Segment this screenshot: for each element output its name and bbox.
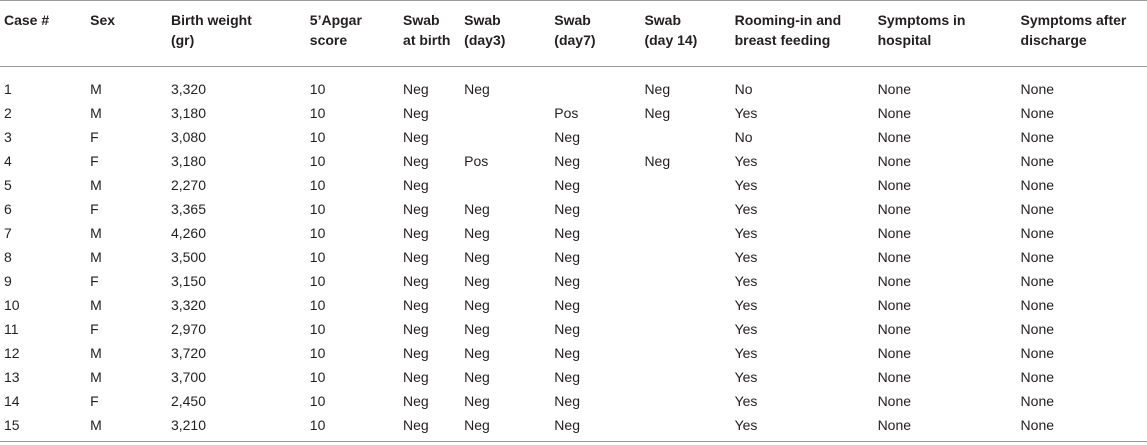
table-row [0,125,1147,149]
cell-apgar-score: 10 [309,297,326,313]
cell-symptoms-hospital: None [877,249,912,265]
cell-swab-at-birth: Neg [403,273,429,289]
cell-swab-day14 [644,173,734,197]
cell-birth-weight: 3,500 [170,249,206,265]
table-row [0,245,1147,269]
cell-case-number: 2 [4,105,12,121]
cell-sex: M [90,177,102,193]
cell-case-number: 10 [4,297,20,313]
cell-swab-day7: Neg [554,273,580,289]
cell-swab-day14 [644,293,734,317]
cell-symptoms-hospital: None [878,413,1021,442]
cell-symptoms-discharge: None [1020,369,1055,385]
cell-swab-day7: Neg [554,225,580,241]
table-row [0,269,1147,293]
cell-symptoms-hospital: None [877,273,912,289]
column-header-birth-weight [171,1,310,67]
cell-sex: M [90,81,102,97]
cell-swab-at-birth: Neg [403,153,429,169]
table-row [0,317,1147,341]
cell-swab-day7: Neg [554,321,580,337]
cell-rooming-in: Yes [734,105,758,121]
cell-birth-weight: 3,080 [170,129,206,145]
cell-rooming-in: No [734,129,753,145]
table-body [0,67,1147,442]
cell-symptoms-hospital: None [877,225,912,241]
column-header-swab-day3 [464,1,554,67]
cell-case-number: 7 [4,225,12,241]
cell-rooming-in: Yes [734,393,758,409]
column-header-rooming-in [735,1,878,67]
cell-rooming-in: Yes [734,201,758,217]
column-header-line: Swab [554,12,591,28]
cell-rooming-in: Yes [734,249,758,265]
cell-swab-day7: Pos [554,105,579,121]
cell-swab-day3: Neg [464,393,490,409]
cell-swab-at-birth: Neg [403,129,429,145]
cell-symptoms-hospital: None [877,81,912,97]
cell-swab-at-birth: Neg [403,177,429,193]
cell-swab-at-birth: Neg [403,225,429,241]
cell-symptoms-discharge: None [1020,129,1055,145]
cell-sex: M [90,369,102,385]
cell-birth-weight: 3,180 [170,105,206,121]
cell-apgar-score: 10 [309,345,326,361]
cell-swab-day14: Neg [644,105,671,121]
cell-swab-day7: Neg [554,413,644,442]
column-header-line: (day7) [554,32,596,48]
cell-birth-weight: 2,270 [170,177,206,193]
cell-swab-day3: Neg [464,225,490,241]
cell-symptoms-hospital: None [877,201,912,217]
column-header-line: at birth [403,32,451,48]
cell-rooming-in: Yes [734,297,758,313]
table-header [0,1,1147,67]
cell-case-number: 1 [4,81,12,97]
cell-swab-day3: Neg [464,201,490,217]
column-header-line: Birth weight [170,12,252,28]
table-row [0,67,1147,102]
table-row [0,221,1147,245]
table-row [0,293,1147,317]
cell-rooming-in: Yes [734,153,758,169]
column-header-line: Symptoms after [1020,12,1127,28]
cell-sex: M [90,105,102,121]
cell-rooming-in: No [734,81,753,97]
cell-swab-at-birth: Neg [403,249,429,265]
cell-apgar-score: 10 [309,177,326,193]
cell-birth-weight: 3,700 [170,369,206,385]
cell-rooming-in: Yes [734,273,758,289]
cell-swab-day3 [464,173,554,197]
column-header-line: breast feeding [734,32,831,48]
cell-case-number: 6 [4,201,12,217]
cell-apgar-score: 10 [309,81,326,97]
column-header-line: (gr) [170,32,195,48]
cell-symptoms-hospital: None [877,129,912,145]
cell-swab-day7: Neg [554,345,580,361]
column-header-symptoms-discharge [1021,1,1147,67]
cell-swab-day7: Neg [554,153,580,169]
cell-sex: F [90,153,99,169]
cell-swab-at-birth: Neg [403,201,429,217]
cell-sex: M [90,345,102,361]
cell-swab-at-birth: Neg [403,369,429,385]
cell-swab-day14 [644,197,734,221]
cell-swab-day14 [644,245,734,269]
column-header-line: (day3) [464,32,506,48]
cell-case-number: 15 [0,413,90,442]
cell-sex: M [90,249,102,265]
cell-apgar-score: 10 [310,413,403,442]
cell-rooming-in: Yes [734,225,758,241]
cell-symptoms-hospital: None [877,321,912,337]
cell-swab-at-birth: Neg [403,345,429,361]
cell-swab-day14: Neg [644,153,671,169]
cell-rooming-in: Yes [734,321,758,337]
table-row [0,149,1147,173]
cell-swab-day7: Neg [554,249,580,265]
cell-symptoms-discharge: None [1020,201,1055,217]
cell-case-number: 4 [4,153,12,169]
column-header-line: Rooming-in and [734,12,842,28]
cell-apgar-score: 10 [309,201,326,217]
column-header-symptoms-hospital [878,1,1021,67]
cell-swab-day3: Neg [464,273,490,289]
column-header-line: Swab [464,12,501,28]
column-header-line [90,30,171,50]
cell-birth-weight: 2,970 [170,321,206,337]
table-row [0,173,1147,197]
cell-case-number: 13 [4,369,20,385]
cell-swab-day7: Neg [554,177,580,193]
cell-swab-at-birth: Neg [403,297,429,313]
cell-symptoms-discharge: None [1020,297,1055,313]
cell-symptoms-discharge: None [1021,413,1147,442]
cell-symptoms-hospital: None [877,153,912,169]
cell-case-number: 14 [4,393,20,409]
cell-case-number: 5 [4,177,12,193]
cell-swab-day14 [644,389,734,413]
cell-apgar-score: 10 [309,393,326,409]
header-row [0,1,1147,67]
column-header-line: Swab [403,12,440,28]
column-header-swab-day14 [644,1,734,67]
column-header-case-number [0,1,90,67]
cell-birth-weight: 2,450 [170,393,206,409]
cell-birth-weight: 3,180 [170,153,206,169]
cell-swab-at-birth: Neg [403,413,464,442]
cell-birth-weight: 3,720 [170,345,206,361]
cell-swab-at-birth: Neg [403,105,429,121]
cell-apgar-score: 10 [309,129,326,145]
cell-apgar-score: 10 [309,321,326,337]
cell-birth-weight: 3,150 [170,273,206,289]
cell-symptoms-discharge: None [1020,153,1055,169]
cell-symptoms-discharge: None [1020,105,1055,121]
column-header-line: hospital [877,32,932,48]
cell-case-number: 12 [4,345,20,361]
cell-swab-day14 [644,269,734,293]
table-row [0,341,1147,365]
cell-swab-day3: Neg [464,81,490,97]
cell-birth-weight: 3,365 [170,201,206,217]
cell-swab-day14: Neg [644,81,671,97]
table-row [0,101,1147,125]
column-header-line: Symptoms in [877,12,966,28]
cell-apgar-score: 10 [309,153,326,169]
cell-symptoms-discharge: None [1020,249,1055,265]
column-header-line: Case # [4,12,50,28]
table-row [0,389,1147,413]
cell-swab-at-birth: Neg [403,321,429,337]
cell-swab-day3 [464,125,554,149]
cell-symptoms-discharge: None [1020,177,1055,193]
column-header-line: Sex [90,12,116,28]
cell-symptoms-hospital: None [877,369,912,385]
cell-sex: M [90,413,171,442]
cell-symptoms-hospital: None [877,177,912,193]
cell-swab-day7: Neg [554,393,580,409]
table-row [0,197,1147,221]
cell-case-number: 8 [4,249,12,265]
cell-symptoms-hospital: None [877,345,912,361]
cell-birth-weight: 3,320 [170,297,206,313]
table-row [0,413,1147,442]
cell-symptoms-discharge: None [1020,321,1055,337]
cell-sex: M [90,225,102,241]
cell-swab-day7 [554,67,644,102]
cell-apgar-score: 10 [309,273,326,289]
column-header-swab-day7 [554,1,644,67]
cell-birth-weight: 3,210 [171,413,310,442]
cell-case-number: 3 [4,129,12,145]
cell-swab-day7: Neg [554,369,580,385]
cell-swab-at-birth: Neg [403,81,429,97]
cell-swab-day3: Neg [464,297,490,313]
column-header-line: Swab [644,12,682,28]
column-header-apgar-score [310,1,403,67]
cell-symptoms-discharge: None [1020,345,1055,361]
cell-rooming-in: Yes [735,413,878,442]
cell-sex: F [90,201,99,217]
cell-apgar-score: 10 [309,369,326,385]
cell-apgar-score: 10 [309,249,326,265]
table-row [0,365,1147,389]
cell-case-number: 9 [4,273,12,289]
column-header-line: score [309,32,348,48]
cell-swab-day3: Pos [464,153,489,169]
cell-rooming-in: Yes [734,345,758,361]
cell-swab-day14 [644,317,734,341]
cell-symptoms-discharge: None [1020,225,1055,241]
cell-swab-at-birth: Neg [403,393,429,409]
column-header-line: 5’Apgar [309,12,362,28]
column-header-line [4,30,90,50]
column-header-swab-at-birth [403,1,464,67]
cell-swab-day3: Neg [464,369,490,385]
cell-swab-day3: Neg [464,249,490,265]
cell-swab-day7: Neg [554,201,580,217]
cell-apgar-score: 10 [309,225,326,241]
cell-symptoms-hospital: None [877,105,912,121]
cell-apgar-score: 10 [309,105,326,121]
cell-sex: F [90,129,99,145]
cell-symptoms-hospital: None [877,297,912,313]
cell-swab-day7: Neg [554,297,580,313]
cell-rooming-in: Yes [734,177,758,193]
cell-symptoms-discharge: None [1020,81,1055,97]
cell-swab-day14 [644,125,734,149]
cell-rooming-in: Yes [734,369,758,385]
cell-sex: F [90,273,99,289]
cell-swab-day14 [644,341,734,365]
cell-swab-day3: Neg [464,413,554,442]
cell-swab-day3: Neg [464,321,490,337]
cell-birth-weight: 3,320 [170,81,206,97]
cell-sex: F [90,321,99,337]
cell-sex: F [90,393,99,409]
column-header-sex [90,1,171,67]
column-header-line: (day 14) [644,32,698,48]
cell-swab-day14 [644,221,734,245]
cell-birth-weight: 4,260 [170,225,206,241]
column-header-line: discharge [1020,32,1087,48]
cell-sex: M [90,297,102,313]
cell-swab-day7: Neg [554,129,580,145]
cell-swab-day14 [644,365,734,389]
cell-swab-day14 [644,413,734,442]
cell-swab-day3: Neg [464,345,490,361]
cell-symptoms-discharge: None [1020,393,1055,409]
cell-swab-day3 [464,101,554,125]
cell-case-number: 11 [4,321,19,337]
cell-symptoms-hospital: None [877,393,912,409]
cell-symptoms-discharge: None [1020,273,1055,289]
